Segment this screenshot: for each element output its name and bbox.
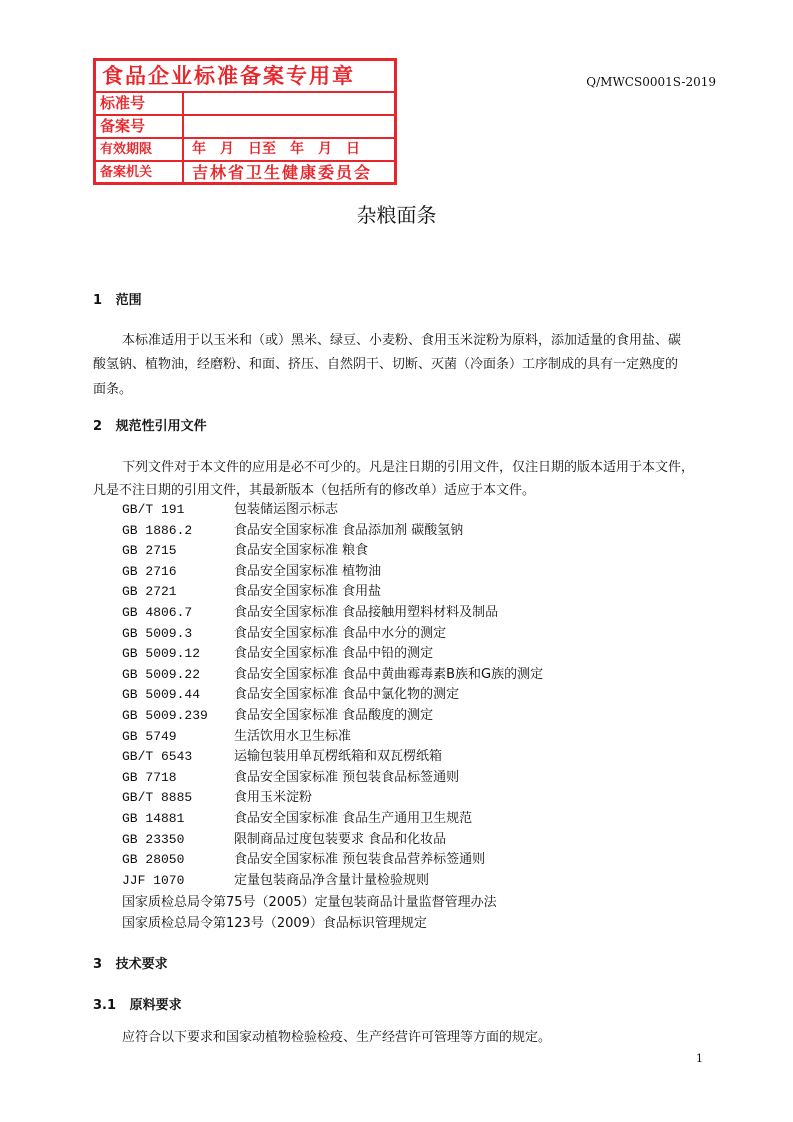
section-title: 技术要求 bbox=[115, 957, 168, 972]
stamp-org-label: 备案机关 bbox=[100, 165, 153, 180]
section-number: 3 bbox=[93, 957, 103, 972]
stamp-filing-label: 备案号 bbox=[100, 117, 146, 135]
section-title: 原料要求 bbox=[129, 998, 182, 1013]
paragraph-line: 下列文件对于本文件的应用是必不可少的。凡是注日期的引用文件，仅注日期的版本适用于本文件， bbox=[122, 460, 695, 475]
paragraph-line: 凡是不注日期的引用文件，其最新版本（包括所有的修改单）适应于本文件。 bbox=[93, 483, 536, 498]
reference-title: 食品安全国家标准 食品酸度的测定 bbox=[234, 708, 434, 723]
reference-title: 食品安全国家标准 粮食 bbox=[234, 543, 369, 559]
reference-code: GB 28050 bbox=[122, 852, 185, 868]
order-reference: 国家质检总局令第123号（2009）食品标识管理规定 bbox=[122, 916, 427, 931]
standard-code: Q/MWCS0001S-2019 bbox=[586, 75, 716, 89]
filing-stamp bbox=[93, 58, 397, 185]
reference-code: GB 5009.12 bbox=[122, 646, 201, 662]
stamp-org-value: 吉林省卫生健康委员会 bbox=[192, 163, 373, 182]
section-title: 规范性引用文件 bbox=[115, 419, 207, 434]
reference-title: 食品安全国家标准 食品接触用塑料材料及制品 bbox=[234, 605, 499, 620]
reference-title: 食品安全国家标准 食品中黄曲霉毒素B族和G族的测定 bbox=[234, 666, 544, 682]
stamp-standard-label: 标准号 bbox=[100, 94, 146, 112]
paragraph-line: 酸氢钠、植物油，经磨粉、和面、挤压、自然阴干、切断、灭菌（冷面条）工序制成的具有一定熟度的 bbox=[93, 357, 679, 372]
reference-code: GB 14881 bbox=[122, 811, 185, 826]
reference-title: 包装储运图示标志 bbox=[234, 502, 339, 517]
paragraph-line: 本标准适用于以玉米和（或）黑米、绿豆、小麦粉、食用玉米淀粉为原料，添加适量的食用盐、碳 bbox=[122, 333, 682, 348]
reference-title: 食品安全国家标准 食品生产通用卫生规范 bbox=[234, 811, 473, 826]
reference-title: 食品安全国家标准 食用盐 bbox=[234, 584, 382, 600]
reference-code: GB 4806.7 bbox=[122, 605, 193, 620]
reference-title: 食品安全国家标准 食品中氯化物的测定 bbox=[234, 687, 460, 703]
reference-title: 食品安全国家标准 植物油 bbox=[234, 563, 382, 579]
section-number: 2 bbox=[93, 419, 103, 434]
reference-code: GB 2716 bbox=[122, 563, 177, 579]
page-number: 1 bbox=[696, 1052, 703, 1065]
section-3-1-heading bbox=[93, 999, 182, 1012]
order-reference: 国家质检总局令第75号（2005）定量包装商品计量监督管理办法 bbox=[122, 895, 497, 910]
reference-title: 生活饮用水卫生标准 bbox=[234, 728, 352, 744]
reference-title: 食品安全国家标准 食品中铅的测定 bbox=[234, 646, 434, 662]
reference-code: GB 2715 bbox=[122, 543, 177, 559]
stamp-title: 食品企业标准备案专用章 bbox=[102, 64, 355, 88]
reference-title: 定量包装商品净含量计量检验规则 bbox=[234, 872, 430, 888]
reference-code: GB 1886.2 bbox=[122, 522, 193, 538]
reference-title: 食品安全国家标准 预包装食品标签通则 bbox=[234, 769, 460, 785]
paragraph-line: 应符合以下要求和国家动植物检验检疫、生产经营许可管理等方面的规定。 bbox=[122, 1030, 552, 1045]
reference-title: 食品安全国家标准 食品添加剂 碳酸氢钠 bbox=[234, 522, 464, 538]
reference-code: GB 2721 bbox=[122, 584, 177, 600]
section-3-heading bbox=[93, 958, 168, 971]
reference-code: GB 23350 bbox=[122, 831, 185, 847]
reference-title: 限制商品过度包装要求 食品和化妆品 bbox=[234, 831, 447, 847]
reference-code: JJF 1070 bbox=[122, 872, 185, 888]
section-title: 范围 bbox=[115, 293, 142, 308]
section-number: 1 bbox=[93, 293, 103, 308]
reference-code: GB 5009.3 bbox=[122, 625, 193, 641]
paragraph-line: 面条。 bbox=[93, 382, 133, 397]
reference-code: GB 5009.239 bbox=[122, 708, 208, 723]
reference-code: GB/T 8885 bbox=[122, 790, 193, 806]
section-number: 3.1 bbox=[93, 998, 117, 1013]
reference-code: GB 5009.44 bbox=[122, 687, 201, 703]
reference-title: 运输包装用单瓦楞纸箱和双瓦楞纸箱 bbox=[234, 749, 443, 765]
reference-code: GB/T 6543 bbox=[122, 749, 193, 765]
reference-code: GB/T 191 bbox=[122, 502, 185, 517]
reference-code: GB 5749 bbox=[122, 728, 177, 744]
reference-title: 食品安全国家标准 食品中水分的测定 bbox=[234, 625, 447, 641]
reference-title: 食用玉米淀粉 bbox=[234, 790, 313, 806]
section-2-heading bbox=[93, 420, 207, 433]
reference-code: GB 5009.22 bbox=[122, 666, 201, 682]
reference-title: 食品安全国家标准 预包装食品营养标签通则 bbox=[234, 852, 486, 868]
section-1-heading bbox=[93, 294, 142, 307]
page-title: 杂粮面条 bbox=[356, 203, 437, 227]
stamp-valid-label: 有效期限 bbox=[100, 142, 153, 157]
reference-code: GB 7718 bbox=[122, 769, 177, 785]
stamp-valid-value: 年 月 日至 年 月 日 bbox=[192, 141, 360, 157]
